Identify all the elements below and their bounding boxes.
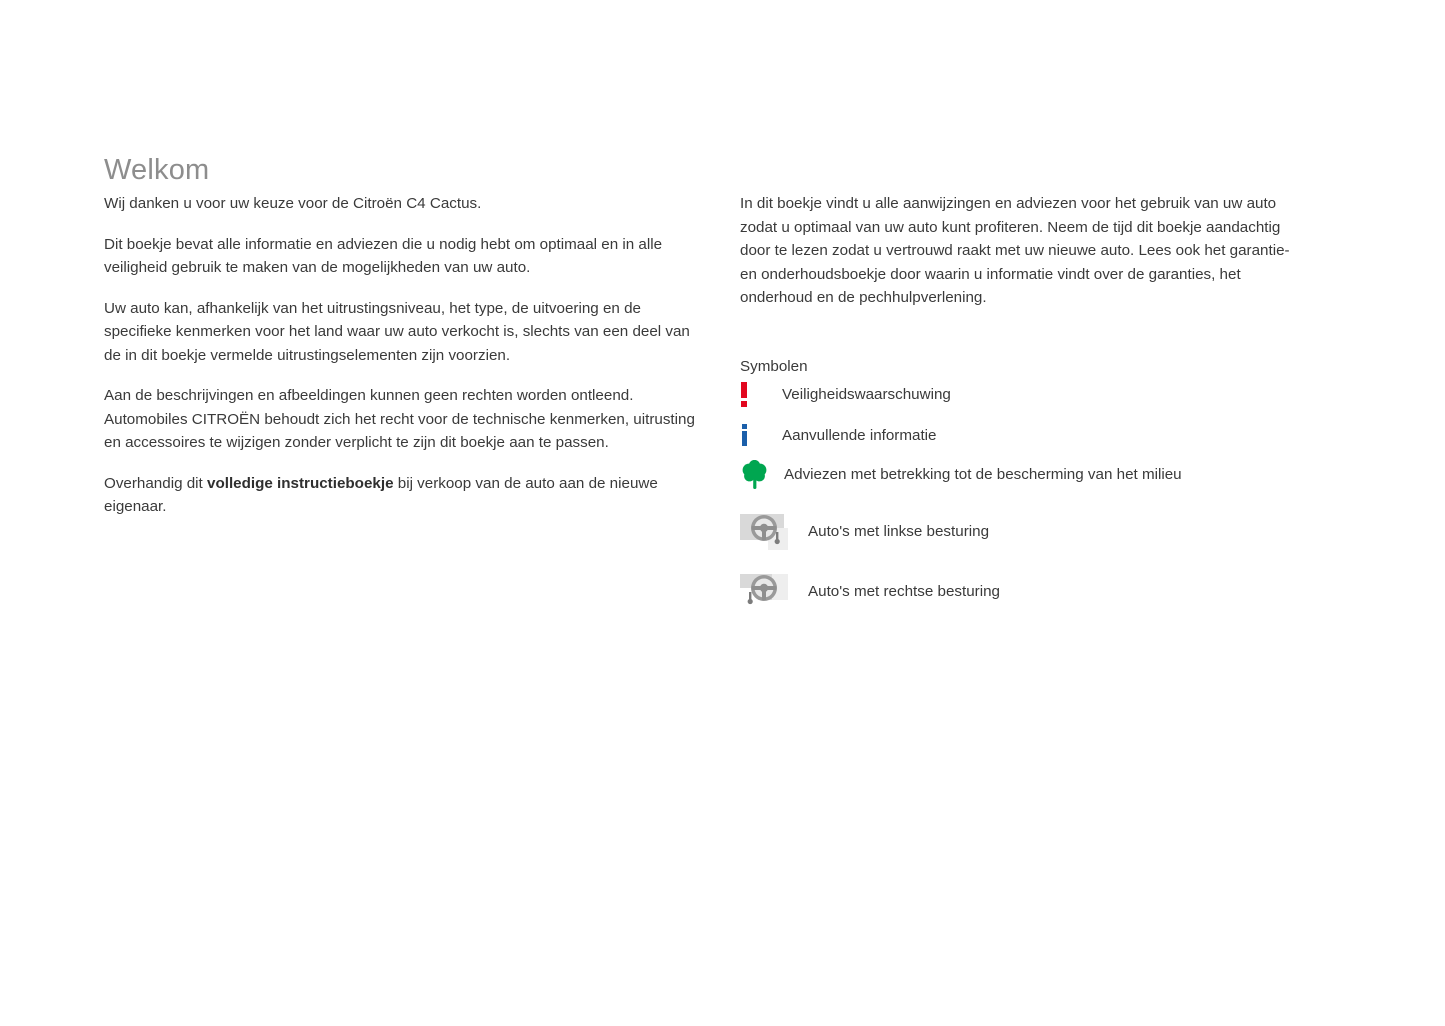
exclamation-mark-icon	[738, 382, 752, 408]
page-title: Welkom	[104, 154, 210, 187]
paragraph: Dit boekje bevat alle informatie en adviezen die u nodig hebt om optimaal en in alle veiligheid gebruik te maken van de mogelijkheden van uw auto.	[104, 235, 663, 276]
paragraph-handover	[104, 472, 696, 519]
symbol-label: Auto's met rechtse besturing	[808, 583, 1000, 600]
symbol-label: Aanvullende informatie	[782, 427, 937, 444]
symbol-row-safety-warning	[738, 382, 951, 408]
left-column	[104, 192, 696, 536]
handover-text-after: bij verkoop van de auto aan de nieuwe eigenaar.	[104, 474, 658, 515]
clover-leaf-icon	[738, 460, 772, 490]
paragraph: Wij danken u voor uw keuze voor de Citroën C4 Cactus.	[104, 195, 482, 212]
steering-wheel-left-icon	[738, 510, 798, 554]
paragraph: Uw auto kan, afhankelijk van het uitrustingsniveau, het type, de uitvoering en de specifieke kenmerken voor het land waar uw auto verkocht is, slechts van een deel van de in dit boekje vermelde uitrustingselementen zijn voorzien.	[104, 299, 690, 364]
handover-text-bold: volledige instructieboekje	[207, 474, 394, 492]
paragraph: In dit boekje vindt u alle aanwijzingen en adviezen voor het gebruik van uw auto zodat u optimaal van uw auto kunt profiteren. Neem de tijd dit boekje aandachtig door te lezen zodat u vertrouwd raakt met uw nieuwe auto. Lees ook het garantie- en onderhoudsboekje door waarin u informatie vindt over de garanties, het onderhoud en de pechhulpverlening.	[740, 195, 1290, 306]
handover-text-before: Overhandig dit	[104, 474, 207, 492]
symbols-heading: Symbolen	[740, 358, 808, 375]
right-column	[740, 192, 1300, 327]
symbol-label: Adviezen met betrekking tot de bescherming van het milieu	[784, 466, 1182, 483]
symbol-label: Veiligheidswaarschuwing	[782, 386, 951, 403]
paragraph: Aan de beschrijvingen en afbeeldingen kunnen geen rechten worden ontleend.	[104, 387, 634, 404]
symbol-label: Auto's met linkse besturing	[808, 523, 990, 540]
symbol-row-additional-information	[738, 423, 937, 449]
symbol-row-left-hand-drive	[738, 510, 989, 554]
symbol-row-right-hand-drive	[738, 570, 1000, 614]
symbol-row-environment-advice	[738, 460, 1182, 490]
paragraph: Automobiles CITROËN behoudt zich het recht voor de technische kenmerken, uitrusting en accessoires te wijzigen zonder verplicht te zijn dit boekje aan te passen.	[104, 410, 695, 451]
steering-wheel-right-icon	[738, 570, 798, 614]
information-icon	[738, 423, 752, 449]
